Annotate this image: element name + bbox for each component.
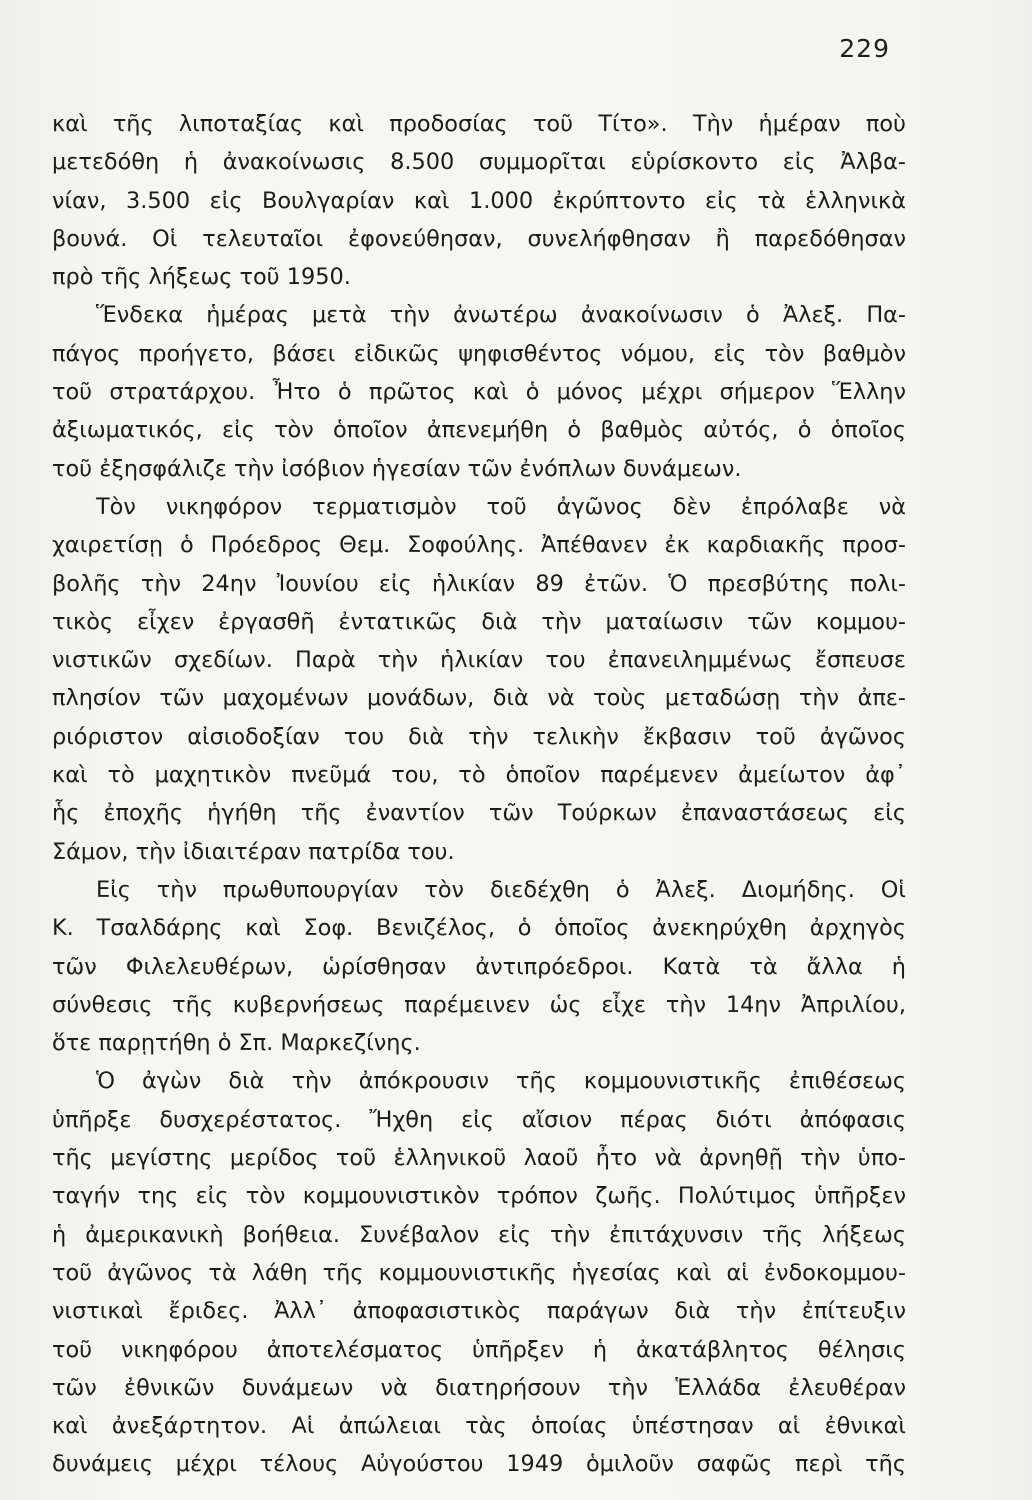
- page-number: 229: [839, 34, 890, 63]
- text-line: ὑπῆρξε δυσχερέστατος. Ἤχθη εἰς αἴσιον πέρας διότι ἀπόφασις: [52, 1106, 906, 1133]
- text-line: χαιρετίσῃ ὁ Πρόεδρος Θεμ. Σοφούλης. Ἀπέθανεν ἐκ καρδιακῆς προσ-: [52, 532, 906, 559]
- text-line: πάγος προήγετο, βάσει εἰδικῶς ψηφισθέντος νόμου, εἰς τὸν βαθμὸν: [52, 340, 906, 367]
- text-line: νίαν, 3.500 εἰς Βουλγαρίαν καὶ 1.000 ἐκρύπτοντο εἰς τὰ ἑλληνικὰ: [52, 187, 906, 214]
- text-line: Κ. Τσαλδάρης καὶ Σοφ. Βενιζέλος, ὁ ὁποῖος ἀνεκηρύχθη ἀρχηγὸς: [52, 915, 906, 942]
- text-line: βουνά. Οἱ τελευταῖοι ἐφονεύθησαν, συνελήφθησαν ἢ παρεδόθησαν: [52, 225, 906, 252]
- text-line: δυνάμεις μέχρι τέλους Αὐγούστου 1949 ὁμιλοῦν σαφῶς περὶ τῆς: [52, 1451, 906, 1478]
- text-line: τοῦ ἐξησφάλιζε τὴν ἰσόβιον ἡγεσίαν τῶν ἐνόπλων δυνάμεων.: [52, 455, 742, 482]
- text-line: ἡ ἀμερικανικὴ βοήθεια. Συνέβαλον εἰς τὴν ἐπιτάχυνσιν τῆς λήξεως: [52, 1221, 906, 1248]
- text-line: ἀξιωματικός, εἰς τὸν ὁποῖον ἀπενεμήθη ὁ βαθμὸς αὐτός, ὁ ὁποῖος: [52, 417, 906, 444]
- text-line: καὶ τὸ μαχητικὸν πνεῦμά του, τὸ ὁποῖον παρέμενεν ἀμείωτον ἀφ᾽: [52, 762, 906, 789]
- text-line: σύνθεσις τῆς κυβερνήσεως παρέμεινεν ὡς εἶχε τὴν 14ην Ἀπριλίου,: [52, 991, 906, 1018]
- text-line: ἧς ἐποχῆς ἡγήθη τῆς ἐναντίον τῶν Τούρκων ἐπαναστάσεως εἰς: [52, 800, 906, 827]
- text-line: πρὸ τῆς λήξεως τοῦ 1950.: [52, 264, 351, 291]
- text-line: τοῦ ἀγῶνος τὰ λάθη τῆς κομμουνιστικῆς ἡγεσίας καὶ αἱ ἐνδοκομμου-: [52, 1259, 906, 1286]
- body-text: [52, 105, 906, 1484]
- text-line: νιστικῶν σχεδίων. Παρὰ τὴν ἡλικίαν του ἐπανειλημμένως ἔσπευσε: [52, 647, 906, 674]
- text-line: τοῦ νικηφόρου ἀποτελέσματος ὑπῆρξεν ἡ ἀκατάβλητος θέλησις: [52, 1336, 906, 1363]
- text-line: καὶ τῆς λιποταξίας καὶ προδοσίας τοῦ Τίτο». Τὴν ἡμέραν ποὺ: [52, 111, 906, 137]
- text-line: βολῆς τὴν 24ην Ἰουνίου εἰς ἡλικίαν 89 ἐτῶν. Ὁ πρεσβύτης πολι-: [52, 570, 906, 597]
- text-line: Σάμον, τὴν ἰδιαιτέραν πατρίδα του.: [52, 838, 455, 865]
- text-line: μετεδόθη ἡ ἀνακοίνωσις 8.500 συμμορῖται εὑρίσκοντο εἰς Ἀλβα-: [52, 149, 906, 176]
- text-line: ὅτε παρῃτήθη ὁ Σπ. Μαρκεζίνης.: [52, 1030, 421, 1057]
- text-line: Ὁ ἀγὼν διὰ τὴν ἀπόκρουσιν τῆς κομμουνιστικῆς ἐπιθέσεως: [96, 1068, 906, 1095]
- text-line: τοῦ στρατάρχου. Ἦτο ὁ πρῶτος καὶ ὁ μόνος μέχρι σήμερον Ἕλλην: [52, 379, 906, 406]
- text-line: Εἰς τὴν πρωθυπουργίαν τὸν διεδέχθη ὁ Ἀλεξ. Διομήδης. Οἱ: [96, 876, 906, 903]
- text-line: ταγήν της εἰς τὸν κομμουνιστικὸν τρόπον ζωῆς. Πολύτιμος ὑπῆρξεν: [52, 1183, 906, 1210]
- text-line: Τὸν νικηφόρον τερματισμὸν τοῦ ἀγῶνος δὲν ἐπρόλαβε νὰ: [96, 493, 906, 520]
- text-line: τικὸς εἶχεν ἐργασθῆ ἐντατικῶς διὰ τὴν ματαίωσιν τῶν κομμου-: [52, 608, 906, 635]
- text-line: νιστικαὶ ἔριδες. Ἀλλ᾽ ἀποφασιστικὸς παράγων διὰ τὴν ἐπίτευξιν: [52, 1298, 906, 1325]
- text-line: τῶν ἐθνικῶν δυνάμεων νὰ διατηρήσουν τὴν Ἑλλάδα ἐλευθέραν: [52, 1374, 906, 1401]
- text-line: τῆς μεγίστης μερίδος τοῦ ἑλληνικοῦ λαοῦ ἦτο νὰ ἀρνηθῇ τὴν ὑπο-: [52, 1145, 906, 1172]
- text-line: τῶν Φιλελευθέρων, ὡρίσθησαν ἀντιπρόεδροι. Κατὰ τὰ ἄλλα ἡ: [52, 953, 906, 980]
- text-line: πλησίον τῶν μαχομένων μονάδων, διὰ νὰ τοὺς μεταδώσῃ τὴν ἀπε-: [52, 685, 906, 712]
- text-line: ριόριστον αἰσιοδοξίαν του διὰ τὴν τελικὴν ἔκβασιν τοῦ ἀγῶνος: [52, 723, 906, 750]
- text-line: καὶ ἀνεξάρτητον. Αἱ ἀπώλειαι τὰς ὁποίας ὑπέστησαν αἱ ἐθνικαὶ: [52, 1413, 906, 1440]
- text-line: Ἕνδεκα ἡμέρας μετὰ τὴν ἀνωτέρω ἀνακοίνωσιν ὁ Ἀλεξ. Πα-: [96, 302, 906, 329]
